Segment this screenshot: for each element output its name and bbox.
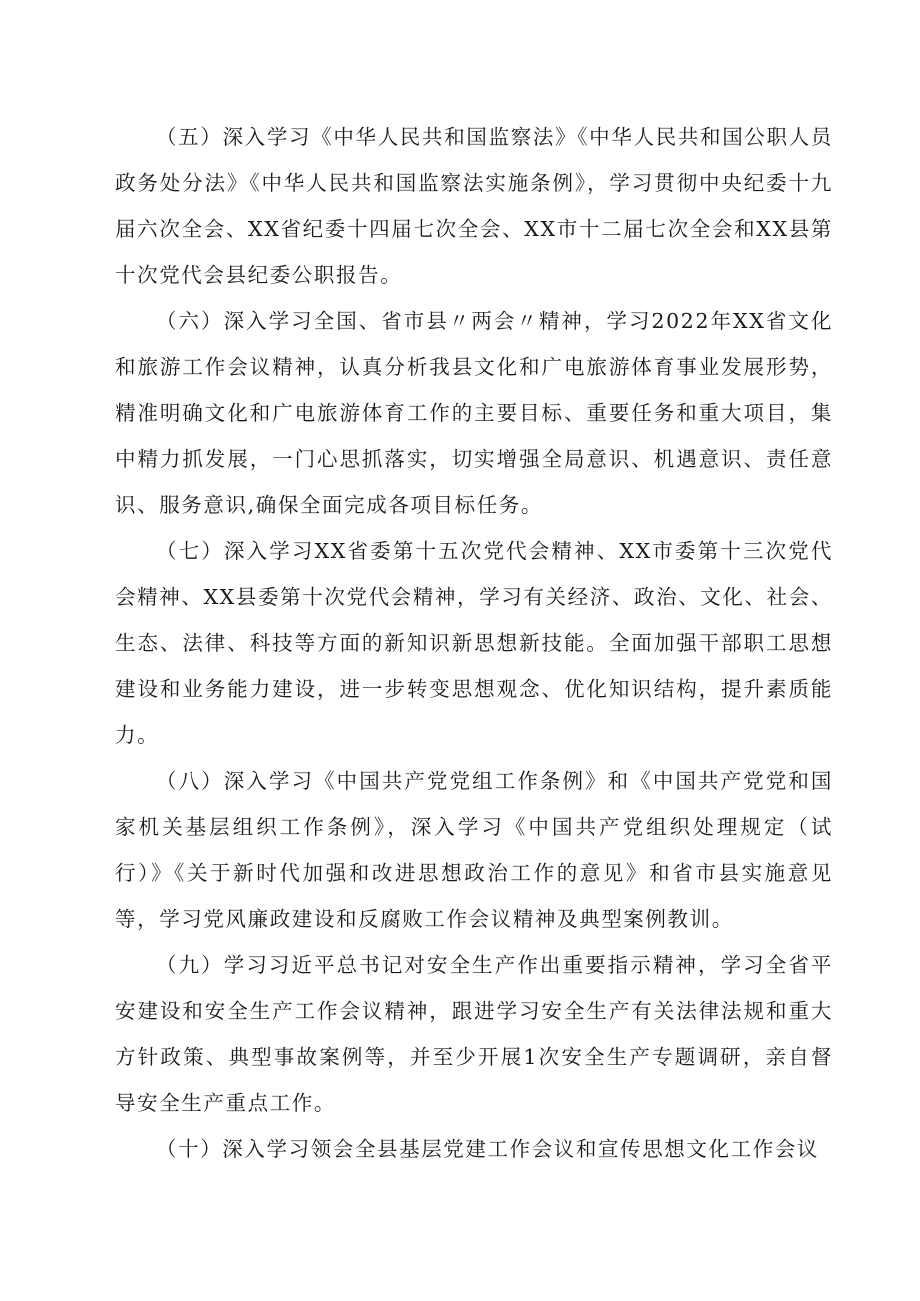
paragraph-9: （九）学习习近平总书记对安全生产作出重要指示精神，学习全省平安建设和安全生产工作会议精神，跟进学习安全生产有关法律法规和重大方针政策、典型事故案例等，并至少开展1次安全生产专题调研，亲自督导安全生产重点工作。 bbox=[115, 953, 833, 1115]
paragraph-5: （五）深入学习《中华人民共和国监察法》《中华人民共和国公职人员政务处分法》《中华人民共和国监察法实施条例》，学习贯彻中央纪委十九届六次全会、XX省纪委十四届七次全会、XX市十二届七次全会和XX县第十次党代会县纪委公职报告。 bbox=[115, 125, 833, 287]
paragraph-6: （六）深入学习全国、省市县〃两会〃精神，学习2022年XX省文化和旅游工作会议精神，认真分析我县文化和广电旅游体育事业发展形势，精准明确文化和广电旅游体育工作的主要目标、重要任务和重大项目，集中精力抓发展，一门心思抓落实，切实增强全局意识、机遇意识、责任意识、服务意识,确保全面完成各项目标任务。 bbox=[115, 309, 833, 517]
paragraph-10: （十）深入学习领会全县基层党建工作会议和宣传思想文化工作会议 bbox=[156, 1137, 819, 1161]
paragraph-8: （八）深入学习《中国共产党党组工作条例》和《中国共产党党和国家机关基层组织工作条例》，深入学习《中国共产党组织处理规定（试行）》《关于新时代加强和改进思想政治工作的意见》和省市县实施意见等，学习党风廉政建设和反腐败工作会议精神及典型案例教训。 bbox=[115, 769, 833, 931]
paragraph-7: （七）深入学习XX省委第十五次党代会精神、XX市委第十三次党代会精神、XX县委第十次党代会精神，学习有关经济、政治、文化、社会、生态、法律、科技等方面的新知识新思想新技能。全面加强干部职工思想建设和业务能力建设，进一步转变思想观念、优化知识结构，提升素质能力。 bbox=[115, 539, 833, 747]
document-body bbox=[115, 114, 833, 1172]
